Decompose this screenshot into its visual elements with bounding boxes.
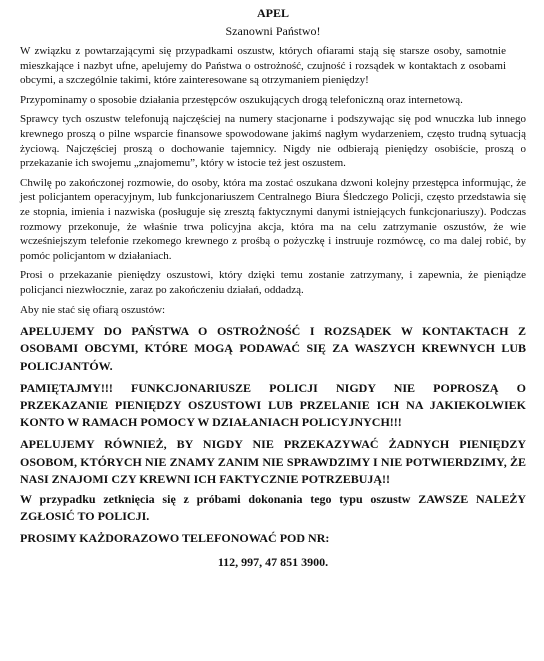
appeal-caution: APELUJEMY DO PAŃSTWA O OSTROŻNOŚĆ I ROZSĄDEK W KONTAKTACH Z OSOBAMI OBCYMI, KTÓRE MOGĄ PODAWAĆ SIĘ ZA WASZYCH KREWNYCH LUB POLICJANTÓW. (20, 324, 526, 373)
greeting: Szanowni Państwo! (225, 24, 321, 38)
document-title: APEL (256, 6, 289, 20)
appeal-call: PROSIMY KAŻDORAZOWO TELEFONOWAĆ POD NR: (20, 531, 330, 546)
paragraph-money-transfer: Prosi o przekazanie pieniędzy oszustowi, który dzięki temu zostanie zatrzymany, i zapewnia, że pieniądze policjanci niezwłocznie, zaraz po zakończeniu działań, oddadzą. (20, 269, 526, 296)
paragraph-reminder: Przypominamy o sposobie działania przestępców oszukujących drogą telefoniczną oraz internetową. (20, 93, 463, 106)
paragraph-intro: W związku z powtarzającymi się przypadkami oszustw, których ofiarami stają się starsze osoby, samotnie mieszkające i nazbyt ufne, apelujemy do Państwa o ostrożność, czujność i rozsądek w kontaktach z osobami obcymi, a szczególnie takimi, które zainteresowane są otrzymaniem pieniędzy! (20, 45, 506, 87)
phone-numbers: 112, 997, 47 851 3900. (217, 554, 329, 569)
appeal-no-money: APELUJEMY RÓWNIEŻ, BY NIGDY NIE PRZEKAZYWAĆ ŻADNYCH PIENIĘDZY OSOBOM, KTÓRYCH NIE ZNAMY ZANIM NIE SPRAWDZIMY I NIE POTWIERDZIMY, ŻE NASI ZNAJOMI CZY KREWNI ICH FAKTYCZNIE POTRZEBUJĄ!! (20, 437, 526, 486)
appeal-report-police: W przypadku zetknięcia się z próbami dokonania tego typu oszustw ZAWSZE NALEŻY ZGŁOSIĆ TO POLICJI. (20, 491, 526, 524)
paragraph-fake-police: Chwilę po zakończonej rozmowie, do osoby, która ma zostać oszukana dzwoni kolejny przestępca informując, że jest policjantem operacyjnym, lub funkcjonariuszem Centralnego Biura Śledczego Policji, często przedstawia się ze stopnia, imienia i nazwiska (posługuje się zresztą faktycznymi danymi istniejących funkcjonariuszy). Podczas rozmowy przekonuje, że właśnie trwa policyjna akcja, która ma na celu zatrzymanie oszustów, że wie wcześniejszym telefonie rzekomego krewnego z prośbą o pożyczkę i instruuje rozmówcę, co ma dalej robić, by pomóc policjantom w działaniach. (20, 176, 526, 262)
paragraph-perpetrators: Sprawcy tych oszustw telefonują najczęściej na numery stacjonarne i podszywając się pod wnuczka lub innego krewnego proszą o pilne wsparcie finansowe spowodowane jakimś nagłym wydarzeniem, często trudną sytuacją życiową. Najczęściej proszą o dochowanie tajemnicy. Nigdy nie odbierają pieniędzy osobiście, proszą o przekazanie ich swojemu „znajomemu”, który w istocie też jest oszustem. (20, 113, 526, 170)
appeal-document (20, 6, 526, 570)
paragraph-how-to-avoid: Aby nie stać się ofiarą oszustów: (20, 303, 166, 316)
appeal-remember: PAMIĘTAJMY!!! FUNKCJONARIUSZE POLICJI NIGDY NIE POPROSZĄ O PRZEKAZANIE PIENIĘDZY OSZUSTOWI LUB PRZELANIE ICH NA JAKIEKOLWIEK KONTO W RAMACH POMOCY W DZIAŁANIACH POLICYJNYCH!!! (20, 380, 526, 430)
